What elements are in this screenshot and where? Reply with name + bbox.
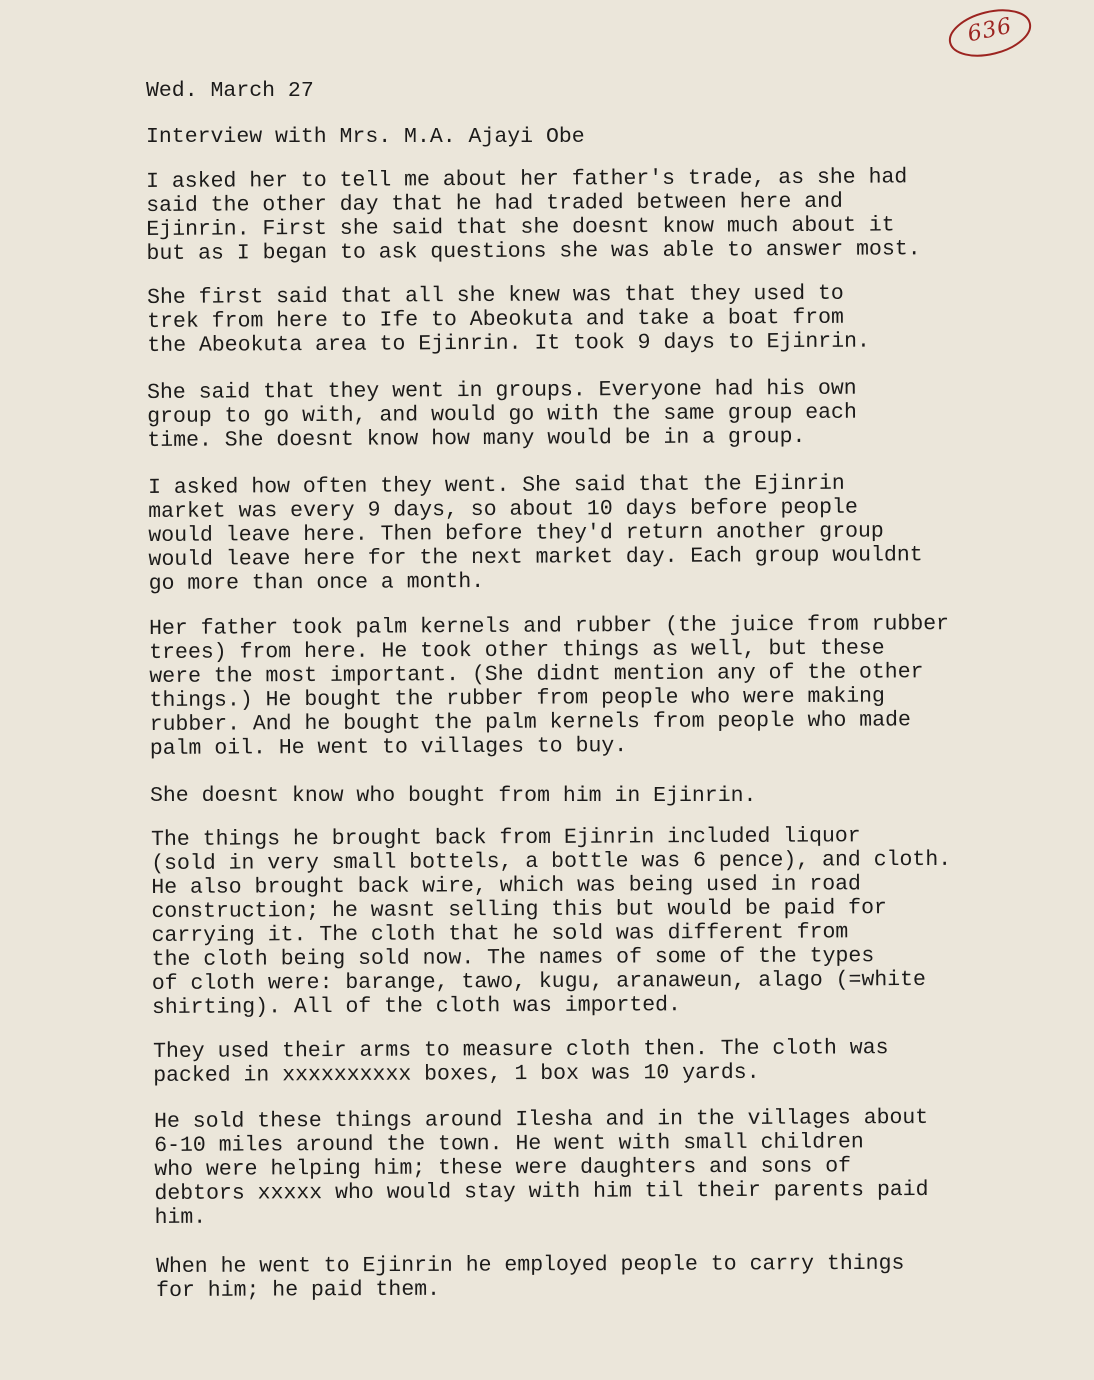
interview-title: Interview with Mrs. M.A. Ajayi Obe [146,125,585,149]
paragraph-trek-route: She first said that all she knew was that they used to trek from here to Ife to Abeokuta and take a boat from the Abeokuta area to Ejinrin. It took 9 days to Ejinrin. [147,281,870,358]
date-line: Wed. March 27 [146,79,314,103]
paragraph-groups: She said that they went in groups. Everyone had his own group to go with, and would go with the same group each time. She doesnt know how many would be in a group. [147,376,857,453]
paragraph-goods-taken: Her father took palm kernels and rubber (the juice from rubber trees) from here. He took other things as well, but these were the most important. (She didnt mention any of the other things.) He bought the rubber from people who were making rubber. And he bought the palm kernels from people who made palm oil. He went to villages to buy. [149,612,950,761]
paragraph-cloth-measure: They used their arms to measure cloth then. The cloth was packed in xxxxxxxxxx boxes, 1 box was 10 yards. [153,1036,889,1088]
page-number: 636 [965,13,1015,48]
paragraph-market-frequency: I asked how often they went. She said that the Ejinrin market was every 9 days, so about 10 days before people would leave here. Then before they'd return another group would leave here for the next market day. Each group wouldnt go more than once a month. [148,471,923,596]
paragraph-goods-brought-back: The things he brought back from Ejinrin included liquor (sold in very small bottels, a bottle was 6 pence), and cloth. He also brought back wire, which was being used in road construction; he wasnt selling this but would be paid for carrying it. The cloth that he sold was different from the cloth being sold now. The names of some of the types of cloth were: barange, tawo, kugu, aranaweun, alago (=white shirting). All of the cloth was imported. [151,824,952,1020]
paragraph-father-trade: I asked her to tell me about her father's trade, as she had said the other day that he had traded between here and Ejinrin. First she said that she doesnt know much about it but as I began to ask questions she was able to answer most. [146,165,921,266]
paragraph-buyers-unknown: She doesnt know who bought from him in Ejinrin. [150,784,757,808]
paragraph-selling-area: He sold these things around Ilesha and in the villages about 6-10 miles around the town. He went with small children who were helping him; these were daughters and sons of debtors xxxxx who would stay with him til their parents paid him. [154,1105,929,1230]
paragraph-carriers: When he went to Ejinrin he employed people to carry things for him; he paid them. [156,1251,905,1303]
page-number-annotation [946,6,1034,58]
